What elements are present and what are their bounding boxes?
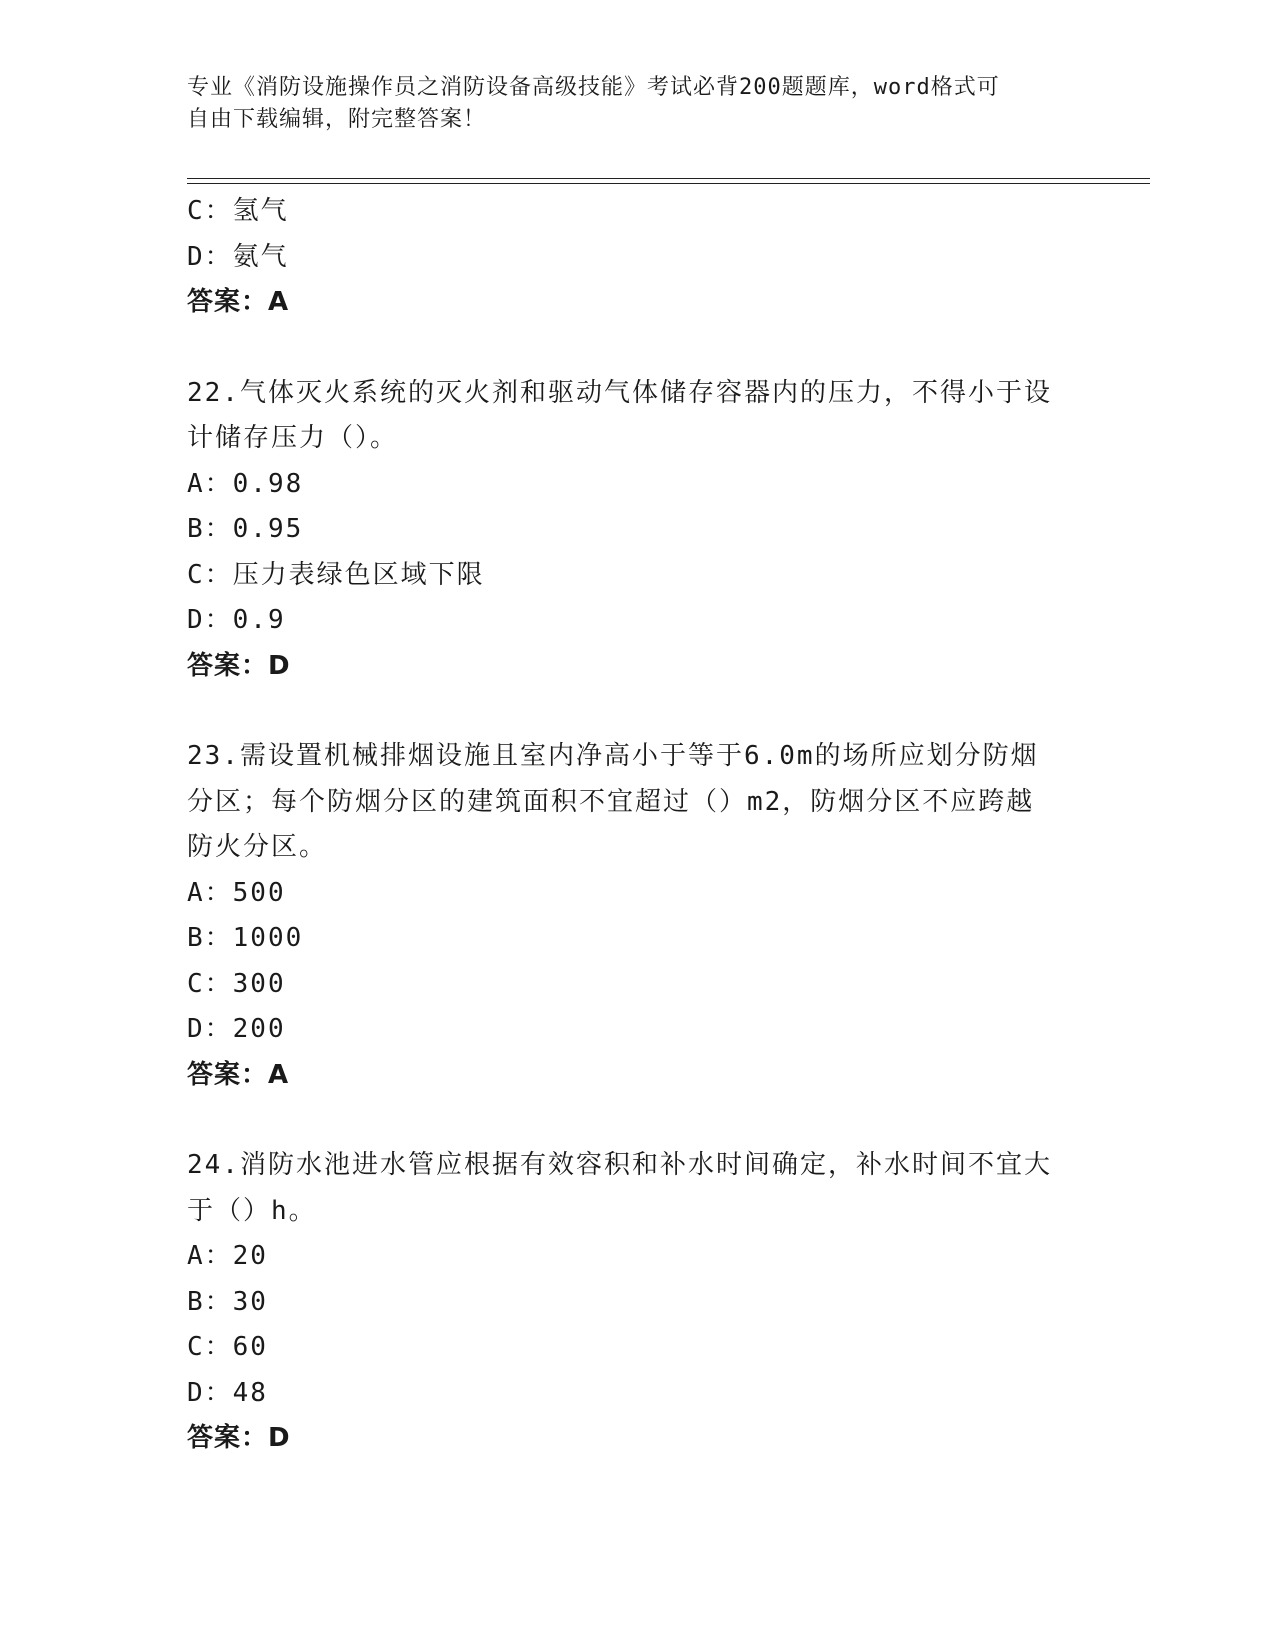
header-divider-top [187, 178, 1150, 179]
spacer [187, 326, 1087, 371]
option-a: A：0.98 [187, 468, 304, 499]
header-title-line-2: 自由下载编辑，附完整答案！ [187, 107, 487, 132]
option-c: C：300 [187, 968, 286, 999]
spacer [187, 1098, 1087, 1143]
question-stem-line-2: 分区；每个防烟分区的建筑面积不宜超过（）m2，防烟分区不应跨越 [187, 786, 1035, 817]
question-stem-line-2: 于（）h。 [187, 1195, 317, 1226]
option-c: C：压力表绿色区域下限 [187, 559, 485, 590]
header-title-line-1: 专业《消防设施操作员之消防设备高级技能》考试必背200题题库，word格式可 [187, 75, 1000, 100]
option-c: C：60 [187, 1332, 268, 1362]
question-23 [187, 734, 1087, 1098]
question-list [187, 189, 1087, 1462]
answer-label: 答案：D [187, 650, 291, 681]
header-divider-bottom [187, 183, 1150, 184]
option-b: B：30 [187, 1286, 268, 1317]
option-d: D：200 [187, 1014, 286, 1044]
option-c: C：氢气 [187, 196, 289, 226]
option-d: D：氨气 [187, 241, 289, 272]
question-stem-line-1: 24.消防水池进水管应根据有效容积和补水时间确定，补水时间不宜大 [187, 1150, 1052, 1180]
option-b: B：0.95 [187, 514, 304, 544]
option-a: A：20 [187, 1241, 268, 1271]
question-22 [187, 371, 1087, 690]
question-21 [187, 189, 1087, 326]
option-b: B：1000 [187, 923, 304, 953]
page-header [187, 72, 1067, 136]
question-stem-line-2: 计储存压力（）。 [187, 423, 399, 453]
answer-label: 答案：A [187, 1059, 290, 1090]
answer-label: 答案：A [187, 287, 290, 317]
option-d: D：48 [187, 1377, 268, 1408]
question-stem-line-1: 22.气体灭火系统的灭火剂和驱动气体储存容器内的压力，不得小于设 [187, 377, 1052, 408]
question-stem-line-1: 23.需设置机械排烟设施且室内净高小于等于6.0m的场所应划分防烟 [187, 741, 1039, 771]
question-24 [187, 1143, 1087, 1462]
question-stem-line-3: 防火分区。 [187, 832, 328, 862]
spacer [187, 689, 1087, 734]
option-d: D：0.9 [187, 605, 286, 635]
option-a: A：500 [187, 877, 286, 908]
answer-label: 答案：D [187, 1423, 291, 1453]
